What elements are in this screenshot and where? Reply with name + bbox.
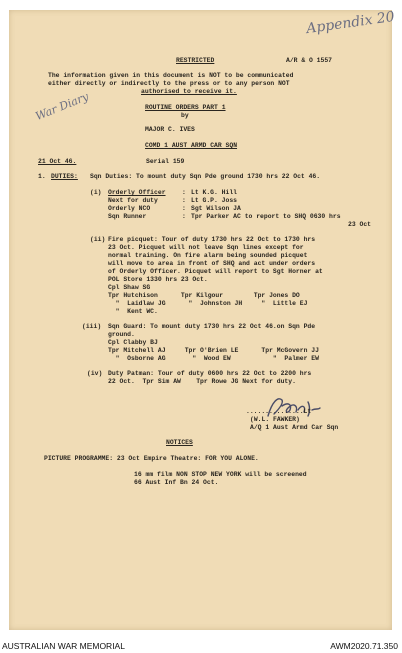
sqn-runner-sep: : xyxy=(182,213,186,220)
notices-line: 66 Aust Inf Bn 24 Oct. xyxy=(134,479,219,486)
duties-label: DUTIES: xyxy=(51,173,78,180)
fire-picquet-line: Cpl Shaw SG xyxy=(108,284,151,291)
duty-patman-line: 22 Oct. Tpr Sim AW Tpr Rowe JG Next for duty. xyxy=(108,378,296,385)
orderly-nco-name: Sgt Wilson JA xyxy=(191,205,241,212)
sqn-runner-name: Tpr Parker AC to report to SHQ 0630 hrs xyxy=(191,213,341,220)
fire-picquet-line: Tpr Hutchison Tpr Kilgour Tpr Jones DO xyxy=(108,292,300,299)
handwritten-appendix: Appendix 20 xyxy=(305,8,396,38)
document-title: ROUTINE ORDERS PART 1 xyxy=(145,104,226,111)
handwritten-war-diary: War Diary xyxy=(33,89,91,124)
by-label: by xyxy=(181,112,189,119)
sqn-runner-role: Sqn Runner xyxy=(108,213,147,220)
item-iii-number: (iii) xyxy=(82,323,102,330)
signatory-title: A/Q 1 Aust Armd Car Sqn xyxy=(250,424,339,431)
serial-number: Serial 159 xyxy=(146,158,185,165)
restricted-label: RESTRICTED xyxy=(176,57,215,64)
fire-picquet-line: " Kent WC. xyxy=(108,308,158,315)
orderly-nco-sep: : xyxy=(182,205,186,212)
orderly-officer-role: Orderly Officer xyxy=(108,189,166,196)
duties-number: 1. xyxy=(38,173,46,180)
fire-picquet-line: Fire picquet: Tour of duty 1730 hrs 22 Oct to 1730 hrs xyxy=(108,236,316,243)
notices-line: PICTURE PROGRAMME: 23 Oct Empire Theatre: FOR YOU ALONE. xyxy=(44,455,259,462)
sqn-guard-line: " Osborne AG " Wood EW " Palmer EW xyxy=(108,355,319,362)
fire-picquet-line: will move to area in front of SHQ and act under orders xyxy=(108,260,316,267)
next-for-duty-sep: : xyxy=(182,197,186,204)
orderly-nco-role: Orderly NCO xyxy=(108,205,151,212)
sqn-guard-line: Sqn Guard: To mount duty 1730 hrs 22 Oct 46.on Sqn Pde xyxy=(108,323,316,330)
sqn-guard-line: Cpl Clabby BJ xyxy=(108,339,158,346)
security-notice-line-3: authorised to receive it. xyxy=(141,88,237,95)
fire-picquet-line: " Laidlaw JG " Johnston JH " Little EJ xyxy=(108,300,308,307)
next-for-duty-role: Next for duty xyxy=(108,197,158,204)
sqn-guard-line: ground. xyxy=(108,331,135,338)
duty-patman-line: Duty Patman: Tour of duty 0600 hrs 22 Oct to 2200 hrs xyxy=(108,370,312,377)
sqn-runner-cont: 23 Oct xyxy=(348,221,372,228)
next-for-duty-name: Lt G.P. Joss xyxy=(191,197,238,204)
orderly-officer-sep: : xyxy=(182,189,186,196)
signatory-name: (W.L. FAWKER) xyxy=(250,416,300,423)
fire-picquet-line: POL Store 1330 hrs 23 Oct. xyxy=(108,276,208,283)
duties-intro: Sqn Duties: To mount duty Sqn Pde ground 1730 hrs 22 Oct 46. xyxy=(90,173,321,180)
notices-line: 16 mm film NON STOP NEW YORK will be screened xyxy=(134,471,307,478)
fire-picquet-line: normal training. On fire alarm being sounded picquet xyxy=(108,252,308,259)
item-i-number: (i) xyxy=(90,189,102,196)
security-notice-line-2: either directly or indirectly to the press or to any person NOT xyxy=(48,80,290,87)
unit-name: COMD 1 AUST ARMD CAR SQN xyxy=(145,142,238,149)
security-notice-line-1: The information given in this document is NOT to be communicated xyxy=(48,72,294,79)
item-iv-number: (iv) xyxy=(87,370,103,377)
notices-heading: NOTICES xyxy=(166,439,193,446)
signature-dots: ...............Lt xyxy=(246,408,312,415)
item-ii-number: (ii) xyxy=(90,236,106,243)
fire-picquet-line: 23 Oct. Picquet will not leave Sqn lines except for xyxy=(108,244,304,251)
footer-left: AUSTRALIAN WAR MEMORIAL xyxy=(2,641,125,651)
order-date: 21 Oct 46. xyxy=(38,158,77,165)
orderly-officer-name: Lt K.G. Hill xyxy=(191,189,238,196)
order-reference: A/R & O 1557 xyxy=(286,57,333,64)
fire-picquet-line: of Orderly Officer. Picquet will report to Sgt Horner at xyxy=(108,268,323,275)
sqn-guard-line: Tpr Mitchell AJ Tpr O'Brien LE Tpr McGovern JJ xyxy=(108,347,319,354)
footer-right: AWM2020.71.350 xyxy=(330,641,398,651)
major-name: MAJOR C. IVES xyxy=(145,126,195,133)
